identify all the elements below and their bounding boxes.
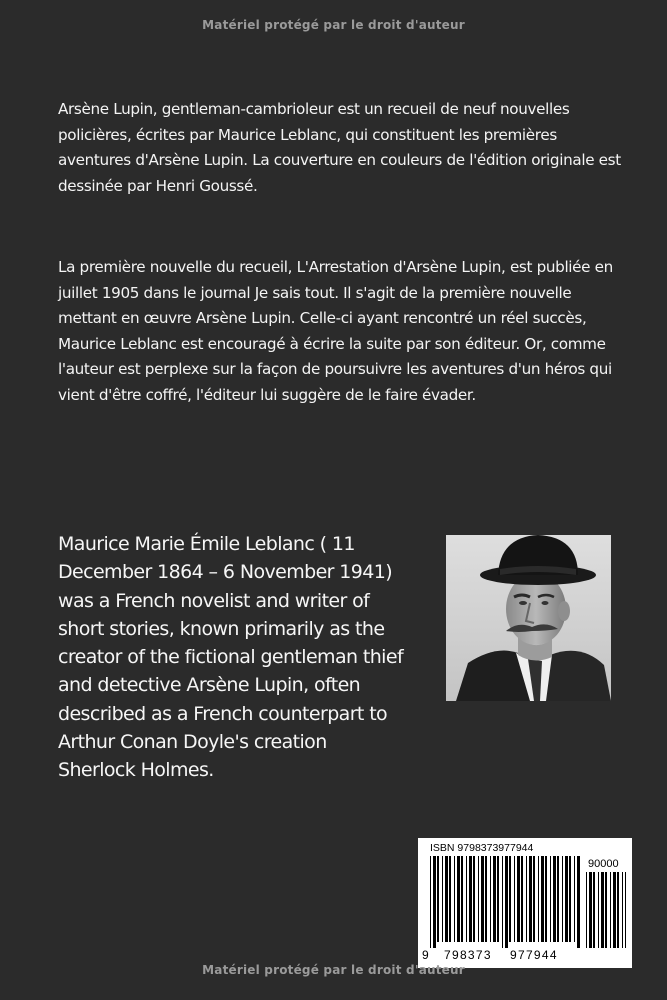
price-code: 90000 [588,858,619,870]
description-paragraph-2: La première nouvelle du recueil, L'Arrestation d'Arsène Lupin, est publiée en juillet 1905 dans le journal Je sais tout. Il s'agit de la première nouvelle mettant en œuvre Arsène Lupin. Celle-ci ayant rencontré un réel succès, Maurice Leblanc est encouragé à écrire la suite par son éditeur. Or, comme l'auteur est perplexe sur la façon de poursuivre les aventures d'un héros qui vient d'être coffré, l'éditeur lui suggère de le faire évader. [58,258,613,404]
isbn-label: ISBN 9798373977944 [430,842,534,854]
author-portrait-illustration [446,535,611,701]
barcode-digit-first: 9 [422,948,429,962]
author-portrait [446,535,611,701]
isbn-barcode [418,838,632,968]
barcode-digits-group-1: 798373 [444,948,492,962]
barcode-bars [430,856,580,948]
author-bio: Maurice Marie Émile Leblanc ( 11 December 1864 – 6 November 1941) was a French novelist and writer of short stories, known primarily as the creator of the fictional gentleman thief and detective Arsène Lupin, often described as a French counterpart to Arthur Conan Doyle's creation Sherlock Holmes. [58,533,404,782]
barcode-digits-group-2: 977944 [510,948,558,962]
price-barcode-bars [586,872,626,948]
copyright-watermark-bottom: Matériel protégé par le droit d'auteur [202,963,465,977]
copyright-watermark-top: Matériel protégé par le droit d'auteur [202,18,465,32]
description-paragraph-1: Arsène Lupin, gentleman-cambrioleur est un recueil de neuf nouvelles policières, écrites par Maurice Leblanc, qui constituent les premières aventures d'Arsène Lupin. La couverture en couleurs de l'édition originale est dessinée par Henri Goussé. [58,100,621,195]
